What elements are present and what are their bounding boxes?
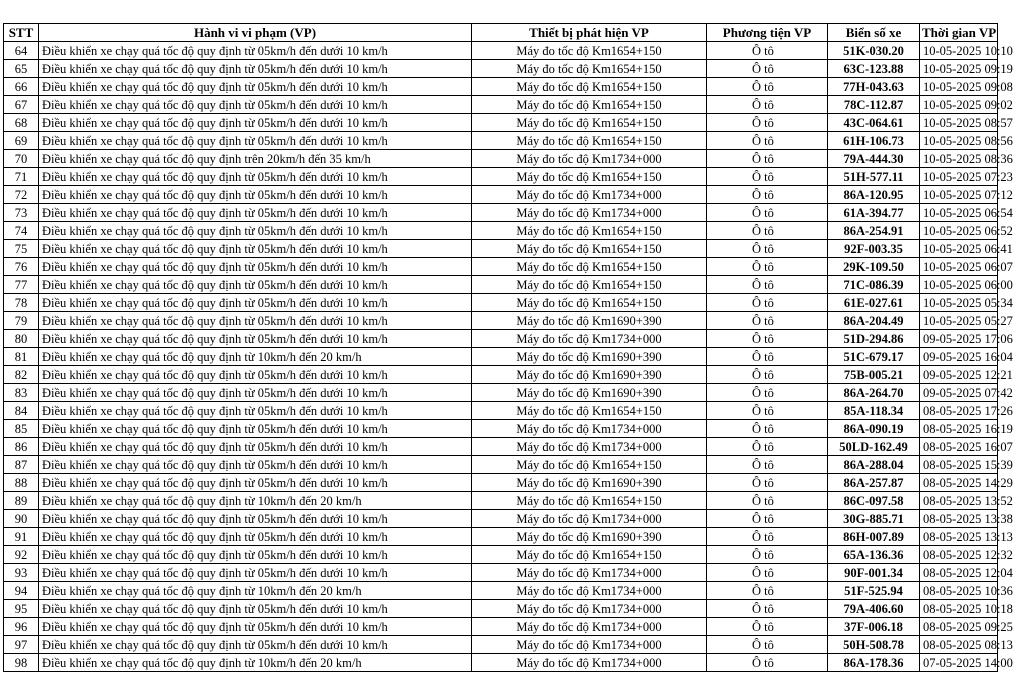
cell-stt: 79 [4, 312, 39, 330]
cell-vehicle-type: Ô tô [707, 60, 828, 78]
cell-device: Máy đo tốc độ Km1734+000 [472, 204, 707, 222]
cell-time: 10-05-2025 06:52 [920, 222, 998, 240]
cell-plate: 51H-577.11 [828, 168, 920, 186]
cell-plate: 37F-006.18 [828, 618, 920, 636]
cell-device: Máy đo tốc độ Km1654+150 [472, 114, 707, 132]
cell-vehicle-type: Ô tô [707, 564, 828, 582]
cell-device: Máy đo tốc độ Km1734+000 [472, 186, 707, 204]
table-row [4, 474, 998, 492]
cell-stt: 82 [4, 366, 39, 384]
cell-time: 09-05-2025 17:06 [920, 330, 998, 348]
cell-vehicle-type: Ô tô [707, 312, 828, 330]
cell-stt: 85 [4, 420, 39, 438]
cell-stt: 86 [4, 438, 39, 456]
cell-plate: 30G-885.71 [828, 510, 920, 528]
table-row [4, 114, 998, 132]
cell-plate: 65A-136.36 [828, 546, 920, 564]
header-violation: Hành vi vi phạm (VP) [39, 24, 472, 42]
cell-violation: Điều khiển xe chạy quá tốc độ quy định từ 05km/h đến dưới 10 km/h [39, 528, 472, 546]
violation-table-sheet [3, 23, 1013, 672]
cell-time: 10-05-2025 07:12 [920, 186, 998, 204]
cell-vehicle-type: Ô tô [707, 582, 828, 600]
cell-plate: 51K-030.20 [828, 42, 920, 60]
cell-device: Máy đo tốc độ Km1654+150 [472, 294, 707, 312]
table-row [4, 132, 998, 150]
cell-device: Máy đo tốc độ Km1734+000 [472, 618, 707, 636]
cell-plate: 92F-003.35 [828, 240, 920, 258]
cell-time: 10-05-2025 05:27 [920, 312, 998, 330]
table-row [4, 564, 998, 582]
cell-device: Máy đo tốc độ Km1690+390 [472, 528, 707, 546]
cell-vehicle-type: Ô tô [707, 456, 828, 474]
cell-time: 09-05-2025 07:42 [920, 384, 998, 402]
cell-device: Máy đo tốc độ Km1690+390 [472, 474, 707, 492]
cell-time: 10-05-2025 09:02 [920, 96, 998, 114]
cell-stt: 98 [4, 654, 39, 672]
cell-vehicle-type: Ô tô [707, 96, 828, 114]
cell-vehicle-type: Ô tô [707, 222, 828, 240]
cell-plate: 61E-027.61 [828, 294, 920, 312]
table-row [4, 510, 998, 528]
header-device: Thiết bị phát hiện VP [472, 24, 707, 42]
cell-vehicle-type: Ô tô [707, 150, 828, 168]
cell-vehicle-type: Ô tô [707, 168, 828, 186]
violation-table [3, 23, 1013, 672]
table-row [4, 654, 998, 672]
table-row [4, 546, 998, 564]
cell-vehicle-type: Ô tô [707, 276, 828, 294]
table-row [4, 222, 998, 240]
cell-plate: 79A-406.60 [828, 600, 920, 618]
cell-vehicle-type: Ô tô [707, 492, 828, 510]
cell-violation: Điều khiển xe chạy quá tốc độ quy định từ 05km/h đến dưới 10 km/h [39, 618, 472, 636]
cell-violation: Điều khiển xe chạy quá tốc độ quy định từ 05km/h đến dưới 10 km/h [39, 600, 472, 618]
cell-plate: 29K-109.50 [828, 258, 920, 276]
cell-vehicle-type: Ô tô [707, 546, 828, 564]
cell-violation: Điều khiển xe chạy quá tốc độ quy định từ 05km/h đến dưới 10 km/h [39, 114, 472, 132]
cell-vehicle-type: Ô tô [707, 618, 828, 636]
cell-device: Máy đo tốc độ Km1654+150 [472, 276, 707, 294]
cell-time: 08-05-2025 16:07 [920, 438, 998, 456]
cell-violation: Điều khiển xe chạy quá tốc độ quy định từ 05km/h đến dưới 10 km/h [39, 276, 472, 294]
table-row [4, 312, 998, 330]
cell-time: 10-05-2025 09:19 [920, 60, 998, 78]
cell-stt: 73 [4, 204, 39, 222]
table-row [4, 636, 998, 654]
cell-device: Máy đo tốc độ Km1654+150 [472, 258, 707, 276]
cell-violation: Điều khiển xe chạy quá tốc độ quy định từ 05km/h đến dưới 10 km/h [39, 294, 472, 312]
cell-device: Máy đo tốc độ Km1654+150 [472, 60, 707, 78]
cell-time: 08-05-2025 13:38 [920, 510, 998, 528]
cell-device: Máy đo tốc độ Km1654+150 [472, 492, 707, 510]
cell-vehicle-type: Ô tô [707, 384, 828, 402]
cell-vehicle-type: Ô tô [707, 132, 828, 150]
cell-stt: 64 [4, 42, 39, 60]
cell-vehicle-type: Ô tô [707, 528, 828, 546]
cell-violation: Điều khiển xe chạy quá tốc độ quy định từ 05km/h đến dưới 10 km/h [39, 60, 472, 78]
cell-vehicle-type: Ô tô [707, 474, 828, 492]
cell-plate: 51D-294.86 [828, 330, 920, 348]
cell-stt: 71 [4, 168, 39, 186]
cell-device: Máy đo tốc độ Km1734+000 [472, 636, 707, 654]
table-row [4, 258, 998, 276]
cell-stt: 78 [4, 294, 39, 312]
cell-vehicle-type: Ô tô [707, 654, 828, 672]
cell-violation: Điều khiển xe chạy quá tốc độ quy định từ 05km/h đến dưới 10 km/h [39, 636, 472, 654]
cell-stt: 77 [4, 276, 39, 294]
table-row [4, 150, 998, 168]
cell-device: Máy đo tốc độ Km1654+150 [472, 546, 707, 564]
cell-device: Máy đo tốc độ Km1654+150 [472, 222, 707, 240]
cell-device: Máy đo tốc độ Km1654+150 [472, 240, 707, 258]
table-row [4, 402, 998, 420]
cell-vehicle-type: Ô tô [707, 600, 828, 618]
cell-violation: Điều khiển xe chạy quá tốc độ quy định trên 20km/h đến 35 km/h [39, 150, 472, 168]
table-row [4, 384, 998, 402]
cell-time: 08-05-2025 17:26 [920, 402, 998, 420]
cell-time: 08-05-2025 10:18 [920, 600, 998, 618]
cell-time: 08-05-2025 12:32 [920, 546, 998, 564]
cell-plate: 50LD-162.49 [828, 438, 920, 456]
cell-vehicle-type: Ô tô [707, 438, 828, 456]
header-plate: Biển số xe [828, 24, 920, 42]
cell-time: 10-05-2025 09:08 [920, 78, 998, 96]
cell-device: Máy đo tốc độ Km1734+000 [472, 654, 707, 672]
cell-stt: 88 [4, 474, 39, 492]
cell-device: Máy đo tốc độ Km1690+390 [472, 348, 707, 366]
cell-stt: 66 [4, 78, 39, 96]
cell-vehicle-type: Ô tô [707, 402, 828, 420]
cell-stt: 80 [4, 330, 39, 348]
table-body [4, 42, 1013, 672]
table-row [4, 618, 998, 636]
cell-time: 07-05-2025 14:00 [920, 654, 998, 672]
cell-plate: 61H-106.73 [828, 132, 920, 150]
table-row [4, 96, 998, 114]
header-time: Thời gian VP [920, 24, 998, 42]
cell-vehicle-type: Ô tô [707, 348, 828, 366]
cell-vehicle-type: Ô tô [707, 204, 828, 222]
cell-violation: Điều khiển xe chạy quá tốc độ quy định từ 05km/h đến dưới 10 km/h [39, 240, 472, 258]
cell-plate: 85A-118.34 [828, 402, 920, 420]
cell-violation: Điều khiển xe chạy quá tốc độ quy định từ 10km/h đến 20 km/h [39, 348, 472, 366]
cell-stt: 65 [4, 60, 39, 78]
cell-plate: 77H-043.63 [828, 78, 920, 96]
table-row [4, 240, 998, 258]
cell-violation: Điều khiển xe chạy quá tốc độ quy định từ 05km/h đến dưới 10 km/h [39, 204, 472, 222]
cell-plate: 86H-007.89 [828, 528, 920, 546]
cell-violation: Điều khiển xe chạy quá tốc độ quy định từ 05km/h đến dưới 10 km/h [39, 78, 472, 96]
table-row [4, 78, 998, 96]
cell-stt: 91 [4, 528, 39, 546]
cell-plate: 86C-097.58 [828, 492, 920, 510]
cell-plate: 50H-508.78 [828, 636, 920, 654]
cell-stt: 87 [4, 456, 39, 474]
cell-time: 08-05-2025 13:13 [920, 528, 998, 546]
cell-vehicle-type: Ô tô [707, 420, 828, 438]
cell-plate: 86A-090.19 [828, 420, 920, 438]
cell-device: Máy đo tốc độ Km1734+000 [472, 438, 707, 456]
cell-vehicle-type: Ô tô [707, 42, 828, 60]
cell-time: 10-05-2025 06:00 [920, 276, 998, 294]
cell-time: 08-05-2025 15:39 [920, 456, 998, 474]
cell-stt: 76 [4, 258, 39, 276]
cell-vehicle-type: Ô tô [707, 186, 828, 204]
cell-violation: Điều khiển xe chạy quá tốc độ quy định từ 05km/h đến dưới 10 km/h [39, 96, 472, 114]
table-row [4, 294, 998, 312]
cell-violation: Điều khiển xe chạy quá tốc độ quy định từ 05km/h đến dưới 10 km/h [39, 402, 472, 420]
table-row [4, 420, 998, 438]
cell-plate: 90F-001.34 [828, 564, 920, 582]
header-stt: STT [4, 24, 39, 42]
cell-stt: 67 [4, 96, 39, 114]
cell-device: Máy đo tốc độ Km1734+000 [472, 330, 707, 348]
cell-stt: 93 [4, 564, 39, 582]
cell-device: Máy đo tốc độ Km1654+150 [472, 42, 707, 60]
cell-violation: Điều khiển xe chạy quá tốc độ quy định từ 05km/h đến dưới 10 km/h [39, 456, 472, 474]
cell-stt: 95 [4, 600, 39, 618]
cell-device: Máy đo tốc độ Km1734+000 [472, 150, 707, 168]
table-row [4, 492, 998, 510]
cell-device: Máy đo tốc độ Km1654+150 [472, 456, 707, 474]
cell-stt: 89 [4, 492, 39, 510]
cell-plate: 86A-288.04 [828, 456, 920, 474]
cell-stt: 90 [4, 510, 39, 528]
cell-violation: Điều khiển xe chạy quá tốc độ quy định từ 05km/h đến dưới 10 km/h [39, 330, 472, 348]
table-row [4, 276, 998, 294]
cell-time: 08-05-2025 13:52 [920, 492, 998, 510]
cell-time: 08-05-2025 08:13 [920, 636, 998, 654]
table-row [4, 168, 998, 186]
cell-time: 08-05-2025 12:04 [920, 564, 998, 582]
cell-time: 09-05-2025 16:04 [920, 348, 998, 366]
cell-vehicle-type: Ô tô [707, 240, 828, 258]
cell-stt: 97 [4, 636, 39, 654]
cell-stt: 70 [4, 150, 39, 168]
cell-violation: Điều khiển xe chạy quá tốc độ quy định từ 10km/h đến 20 km/h [39, 492, 472, 510]
cell-stt: 72 [4, 186, 39, 204]
cell-plate: 86A-257.87 [828, 474, 920, 492]
cell-plate: 86A-264.70 [828, 384, 920, 402]
table-row [4, 348, 998, 366]
cell-time: 10-05-2025 08:36 [920, 150, 998, 168]
cell-device: Máy đo tốc độ Km1734+000 [472, 582, 707, 600]
cell-device: Máy đo tốc độ Km1690+390 [472, 384, 707, 402]
cell-device: Máy đo tốc độ Km1654+150 [472, 96, 707, 114]
cell-vehicle-type: Ô tô [707, 366, 828, 384]
cell-violation: Điều khiển xe chạy quá tốc độ quy định từ 05km/h đến dưới 10 km/h [39, 474, 472, 492]
cell-device: Máy đo tốc độ Km1734+000 [472, 564, 707, 582]
cell-vehicle-type: Ô tô [707, 258, 828, 276]
cell-time: 10-05-2025 07:23 [920, 168, 998, 186]
table-row [4, 600, 998, 618]
cell-plate: 86A-204.49 [828, 312, 920, 330]
cell-time: 09-05-2025 12:21 [920, 366, 998, 384]
cell-violation: Điều khiển xe chạy quá tốc độ quy định từ 05km/h đến dưới 10 km/h [39, 438, 472, 456]
cell-violation: Điều khiển xe chạy quá tốc độ quy định từ 05km/h đến dưới 10 km/h [39, 222, 472, 240]
cell-violation: Điều khiển xe chạy quá tốc độ quy định từ 10km/h đến 20 km/h [39, 582, 472, 600]
cell-vehicle-type: Ô tô [707, 114, 828, 132]
cell-stt: 68 [4, 114, 39, 132]
cell-stt: 94 [4, 582, 39, 600]
cell-vehicle-type: Ô tô [707, 78, 828, 96]
cell-device: Máy đo tốc độ Km1690+390 [472, 366, 707, 384]
cell-time: 10-05-2025 05:34 [920, 294, 998, 312]
cell-device: Máy đo tốc độ Km1654+150 [472, 132, 707, 150]
table-row [4, 204, 998, 222]
table-row [4, 60, 998, 78]
cell-time: 10-05-2025 08:56 [920, 132, 998, 150]
header-vehicle-type: Phương tiện VP [707, 24, 828, 42]
cell-plate: 61A-394.77 [828, 204, 920, 222]
cell-violation: Điều khiển xe chạy quá tốc độ quy định từ 05km/h đến dưới 10 km/h [39, 168, 472, 186]
cell-violation: Điều khiển xe chạy quá tốc độ quy định từ 05km/h đến dưới 10 km/h [39, 564, 472, 582]
cell-violation: Điều khiển xe chạy quá tốc độ quy định từ 05km/h đến dưới 10 km/h [39, 132, 472, 150]
table-row [4, 186, 998, 204]
cell-device: Máy đo tốc độ Km1654+150 [472, 402, 707, 420]
table-row [4, 330, 998, 348]
cell-time: 08-05-2025 09:25 [920, 618, 998, 636]
cell-violation: Điều khiển xe chạy quá tốc độ quy định từ 05km/h đến dưới 10 km/h [39, 384, 472, 402]
cell-stt: 74 [4, 222, 39, 240]
cell-plate: 75B-005.21 [828, 366, 920, 384]
cell-stt: 92 [4, 546, 39, 564]
cell-plate: 63C-123.88 [828, 60, 920, 78]
cell-plate: 43C-064.61 [828, 114, 920, 132]
cell-violation: Điều khiển xe chạy quá tốc độ quy định từ 05km/h đến dưới 10 km/h [39, 186, 472, 204]
cell-violation: Điều khiển xe chạy quá tốc độ quy định từ 05km/h đến dưới 10 km/h [39, 42, 472, 60]
cell-stt: 84 [4, 402, 39, 420]
cell-violation: Điều khiển xe chạy quá tốc độ quy định từ 05km/h đến dưới 10 km/h [39, 312, 472, 330]
cell-device: Máy đo tốc độ Km1654+150 [472, 168, 707, 186]
cell-violation: Điều khiển xe chạy quá tốc độ quy định từ 05km/h đến dưới 10 km/h [39, 420, 472, 438]
cell-time: 08-05-2025 10:36 [920, 582, 998, 600]
cell-vehicle-type: Ô tô [707, 636, 828, 654]
cell-violation: Điều khiển xe chạy quá tốc độ quy định từ 05km/h đến dưới 10 km/h [39, 546, 472, 564]
cell-time: 10-05-2025 06:41 [920, 240, 998, 258]
cell-time: 08-05-2025 16:19 [920, 420, 998, 438]
cell-time: 10-05-2025 10:10 [920, 42, 998, 60]
table-row [4, 528, 998, 546]
cell-device: Máy đo tốc độ Km1734+000 [472, 510, 707, 528]
cell-time: 08-05-2025 14:29 [920, 474, 998, 492]
cell-plate: 86A-254.91 [828, 222, 920, 240]
cell-stt: 75 [4, 240, 39, 258]
table-header-row [4, 24, 998, 42]
cell-plate: 71C-086.39 [828, 276, 920, 294]
cell-time: 10-05-2025 08:57 [920, 114, 998, 132]
cell-stt: 83 [4, 384, 39, 402]
cell-violation: Điều khiển xe chạy quá tốc độ quy định từ 05km/h đến dưới 10 km/h [39, 366, 472, 384]
table-row [4, 582, 998, 600]
cell-vehicle-type: Ô tô [707, 294, 828, 312]
cell-vehicle-type: Ô tô [707, 510, 828, 528]
table-row [4, 438, 998, 456]
cell-plate: 79A-444.30 [828, 150, 920, 168]
cell-stt: 69 [4, 132, 39, 150]
table-row [4, 366, 998, 384]
cell-time: 10-05-2025 06:07 [920, 258, 998, 276]
cell-device: Máy đo tốc độ Km1690+390 [472, 312, 707, 330]
cell-plate: 86A-178.36 [828, 654, 920, 672]
table-row [4, 42, 998, 60]
cell-time: 10-05-2025 06:54 [920, 204, 998, 222]
cell-plate: 51C-679.17 [828, 348, 920, 366]
cell-device: Máy đo tốc độ Km1734+000 [472, 600, 707, 618]
cell-vehicle-type: Ô tô [707, 330, 828, 348]
cell-violation: Điều khiển xe chạy quá tốc độ quy định từ 05km/h đến dưới 10 km/h [39, 510, 472, 528]
cell-plate: 86A-120.95 [828, 186, 920, 204]
cell-plate: 51F-525.94 [828, 582, 920, 600]
cell-device: Máy đo tốc độ Km1734+000 [472, 420, 707, 438]
cell-violation: Điều khiển xe chạy quá tốc độ quy định từ 10km/h đến 20 km/h [39, 654, 472, 672]
cell-violation: Điều khiển xe chạy quá tốc độ quy định từ 05km/h đến dưới 10 km/h [39, 258, 472, 276]
cell-device: Máy đo tốc độ Km1654+150 [472, 78, 707, 96]
cell-stt: 81 [4, 348, 39, 366]
cell-plate: 78C-112.87 [828, 96, 920, 114]
table-row [4, 456, 998, 474]
cell-stt: 96 [4, 618, 39, 636]
